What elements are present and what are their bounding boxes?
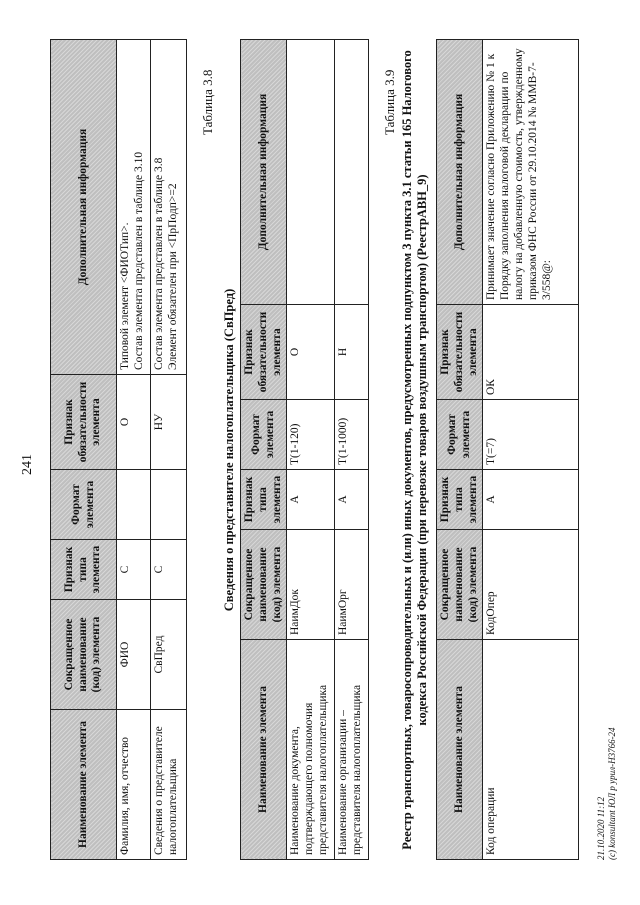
table3-header-cell: Дополнительная информация (437, 40, 483, 305)
table-cell (335, 40, 369, 305)
table3-header-cell: Признак типа элемента (437, 470, 483, 530)
table-cell: T(1-1000) (335, 400, 369, 470)
table3-header-cell: Признак обязательности элемента (437, 305, 483, 400)
table2-header-cell: Наименование элемента (241, 640, 287, 860)
table1-header-cell: Сокращенное наименование (код) элемента (51, 600, 117, 710)
table-cell: ФИО (117, 600, 151, 710)
table3-header-cell: Наименование элемента (437, 640, 483, 860)
table-registry-avn9 (436, 39, 579, 860)
table-row (151, 40, 187, 860)
table-cell: Состав элемента представлен в таблице 3.8 Элемент обязателен при <ПрПодп>=2 (151, 40, 187, 375)
table-cell: Сведения о представителе налогоплательщика (151, 710, 187, 860)
table-caption: Таблица 3.8 (200, 69, 215, 135)
table-cell: А (287, 470, 335, 530)
table2-header-cell: Признак обязательности элемента (241, 305, 287, 400)
table-cell: НаимДок (287, 530, 335, 640)
table-row (483, 40, 579, 860)
table1-header-cell: Признак обязательности элемента (51, 375, 117, 470)
footer-timestamp: 21.10.2020 11:12 (596, 796, 606, 860)
table1-header-row (51, 40, 117, 860)
table2-header-cell: Сокращенное наименование (код) элемента (241, 530, 287, 640)
table-cell: Наименование документа, подтверждающего полномочия представителя налогоплательщика (287, 640, 335, 860)
table2-header-cell: Признак типа элемента (241, 470, 287, 530)
table-title: Реестр транспортных, товаросопроводительных и (или) иных документов, предусмотренных подпунктом 3 пункта 3.1 статьи 165 Налогового кодекса Российской Федерации (при перевозке товаров воздушным транспортом) (РеестрАВН_9) (400, 50, 429, 850)
table1-header-cell: Признак типа элемента (51, 540, 117, 600)
table2-header-row (241, 40, 287, 860)
table-cell: СвПред (151, 600, 187, 710)
table-cell: А (483, 470, 579, 530)
table-cell: А (335, 470, 369, 530)
print-footer (596, 727, 618, 860)
footer-source: (c) konsultant ЮЛ р уpuл-Н3766-24 (606, 727, 617, 860)
table-cell (151, 470, 187, 540)
page-number: 241 (20, 454, 35, 475)
table1-header-cell: Формат элемента (51, 470, 117, 540)
table-cell: Принимает значение согласно Приложению № 1 к Порядку заполнения налоговой декларации по налогу на добавленную стоимость, утвержденному приказом ФНС России от 29.10.2014 № ММВ-7-3/558@: (483, 40, 579, 305)
table-cell (287, 40, 335, 305)
table-cell: Наименование организации – представителя налогоплательщика (335, 640, 369, 860)
table-cell: С (151, 540, 187, 600)
table3-header-cell: Формат элемента (437, 400, 483, 470)
table-cell: Код операции (483, 640, 579, 860)
table-row (335, 40, 369, 860)
table-cell: НаимОрг (335, 530, 369, 640)
table2-header-cell: Формат элемента (241, 400, 287, 470)
table-cell: ОК (483, 305, 579, 400)
table-cell: Фамилия, имя, отчество (117, 710, 151, 860)
table3-header-row (437, 40, 483, 860)
table2-header-cell: Дополнительная информация (241, 40, 287, 305)
table-cell: О (117, 375, 151, 470)
table1-header-cell: Наименование элемента (51, 710, 117, 860)
table-cell: НУ (151, 375, 187, 470)
table-element-info (50, 39, 187, 860)
table-cell: С (117, 540, 151, 600)
table-cell (117, 470, 151, 540)
table-cell: T(=7) (483, 400, 579, 470)
table-representative-info (240, 39, 369, 860)
table-cell: T(1-120) (287, 400, 335, 470)
table-title: Сведения о представителе налогоплательщика (СвПред) (222, 288, 236, 612)
table-cell: О (287, 305, 335, 400)
table-cell: Н (335, 305, 369, 400)
table-caption: Таблица 3.9 (382, 69, 397, 135)
table-cell: КодОпер (483, 530, 579, 640)
table-row (287, 40, 335, 860)
table-row (117, 40, 151, 860)
table1-header-cell: Дополнительная информация (51, 40, 117, 375)
table-cell: Типовой элемент <ФИОТип>. Состав элемента представлен в таблице 3.10 (117, 40, 151, 375)
table3-header-cell: Сокращенное наименование (код) элемента (437, 530, 483, 640)
